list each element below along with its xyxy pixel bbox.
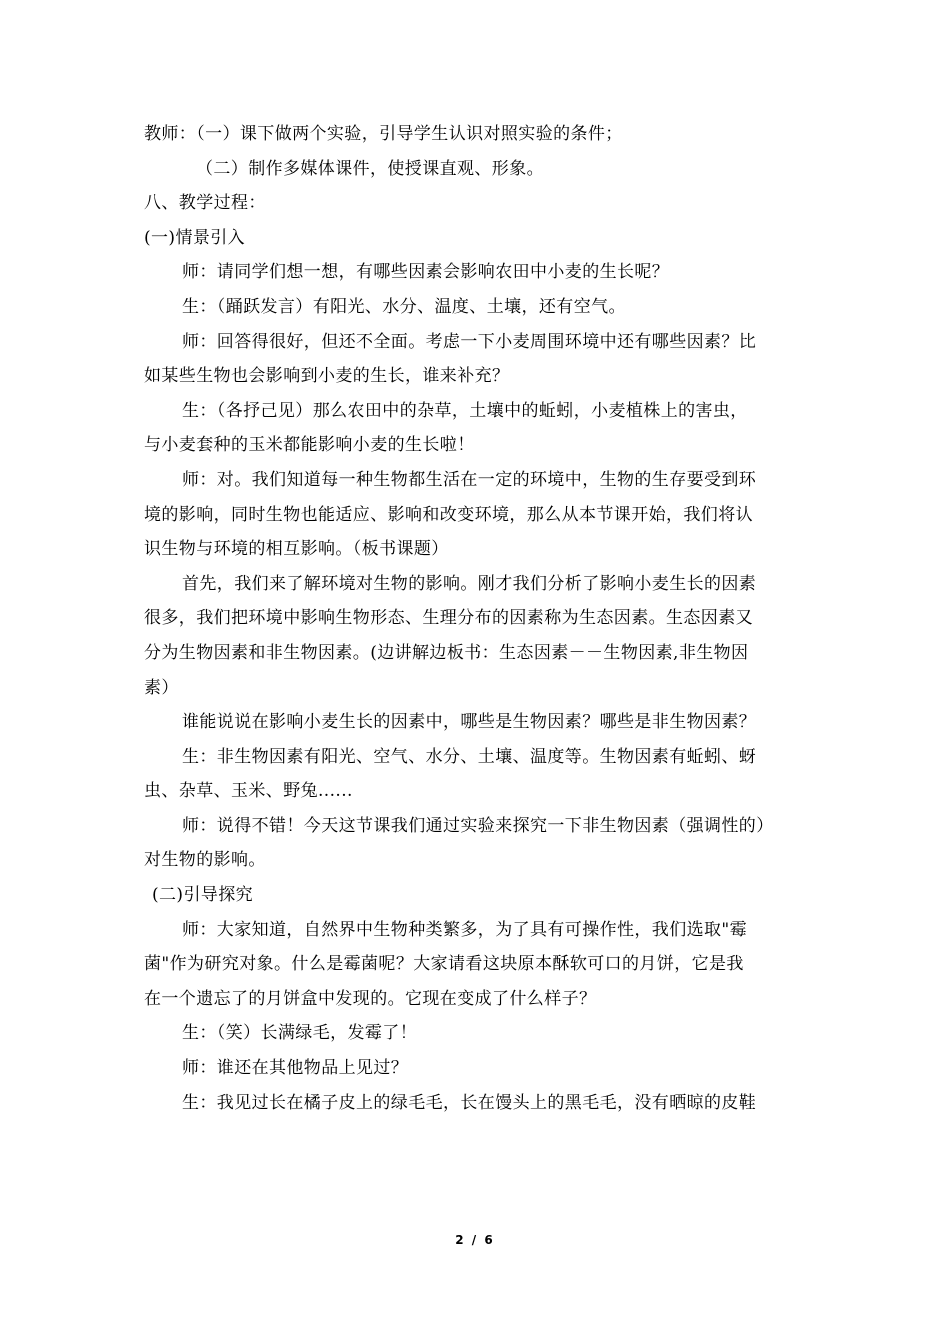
text-line: 如某些生物也会影响到小麦的生长，谁来补充？ [144, 366, 510, 387]
text-line: 教师：（一）课下做两个实验，引导学生认识对照实验的条件； [144, 124, 623, 144]
text-line: 师：回答得很好，但还不全面。考虑一下小麦周围环境中还有哪些因素？比 [182, 331, 757, 352]
text-line: 生：（踊跃发言）有阳光、水分、温度、土壤，还有空气。 [182, 296, 626, 317]
text-line: 识生物与环境的相互影响。（板书课题） [144, 539, 449, 560]
text-line: 八、教学过程： [144, 193, 266, 214]
text-line: 虫、杂草、玉米、野兔...... [144, 781, 353, 802]
text-line: 对生物的影响。 [144, 850, 266, 871]
text-line: 谁能说说在影响小麦生长的因素中，哪些是生物因素？哪些是非生物因素？ [182, 712, 757, 733]
text-line: 师：请同学们想一想，有哪些因素会影响农田中小麦的生长呢？ [182, 262, 670, 283]
text-line: 首先，我们来了解环境对生物的影响。刚才我们分析了影响小麦生长的因素 [182, 573, 757, 594]
text-line: 师：说得不错！今天这节课我们通过实验来探究一下非生物因素（强调性的） [182, 815, 774, 836]
text-line: 菌"作为研究对象。什么是霉菌呢？大家请看这块原本酥软可口的月饼，它是我 [144, 954, 744, 975]
text-line: 生：（各抒己见）那么农田中的杂草，土壤中的蚯蚓，小麦植株上的害虫， [182, 400, 748, 421]
text-line: 师：对。我们知道每一种生物都生活在一定的环境中，生物的生存要受到环 [182, 469, 757, 490]
text-line: （二）制作多媒体课件，使授课直观、形象。 [196, 158, 544, 179]
text-line: 很多，我们把环境中影响生物形态、生理分布的因素称为生态因素。生态因素又 [144, 608, 753, 629]
text-line: 师：谁还在其他物品上见过？ [182, 1058, 409, 1079]
text-line: 师：大家知道，自然界中生物种类繁多，为了具有可操作性，我们选取"霉 [182, 919, 748, 940]
text-line: 与小麦套种的玉米都能影响小麦的生长啦！ [144, 435, 475, 456]
text-line: 生：非生物因素有阳光、空气、水分、土壤、温度等。生物因素有蚯蚓、蚜 [182, 746, 757, 767]
page-number: 2 / 6 [455, 1233, 495, 1247]
text-line: (一)情景引入 [144, 227, 246, 248]
text-line: 素） [144, 677, 179, 698]
text-line: 境的影响，同时生物也能适应、影响和改变环境，那么从本节课开始，我们将认 [144, 504, 753, 525]
text-line: 分为生物因素和非生物因素。(边讲解边板书：生态因素－－生物因素,非生物因 [144, 642, 749, 663]
text-line: 在一个遗忘了的月饼盒中发现的。它现在变成了什么样子？ [144, 988, 597, 1009]
text-line: 生：（笑）长满绿毛，发霉了！ [182, 1023, 418, 1044]
document-body [144, 117, 810, 1120]
text-line: (二)引导探究 [152, 885, 254, 906]
text-line: 生：我见过长在橘子皮上的绿毛毛，长在馒头上的黑毛毛，没有晒晾的皮鞋 [182, 1092, 757, 1113]
